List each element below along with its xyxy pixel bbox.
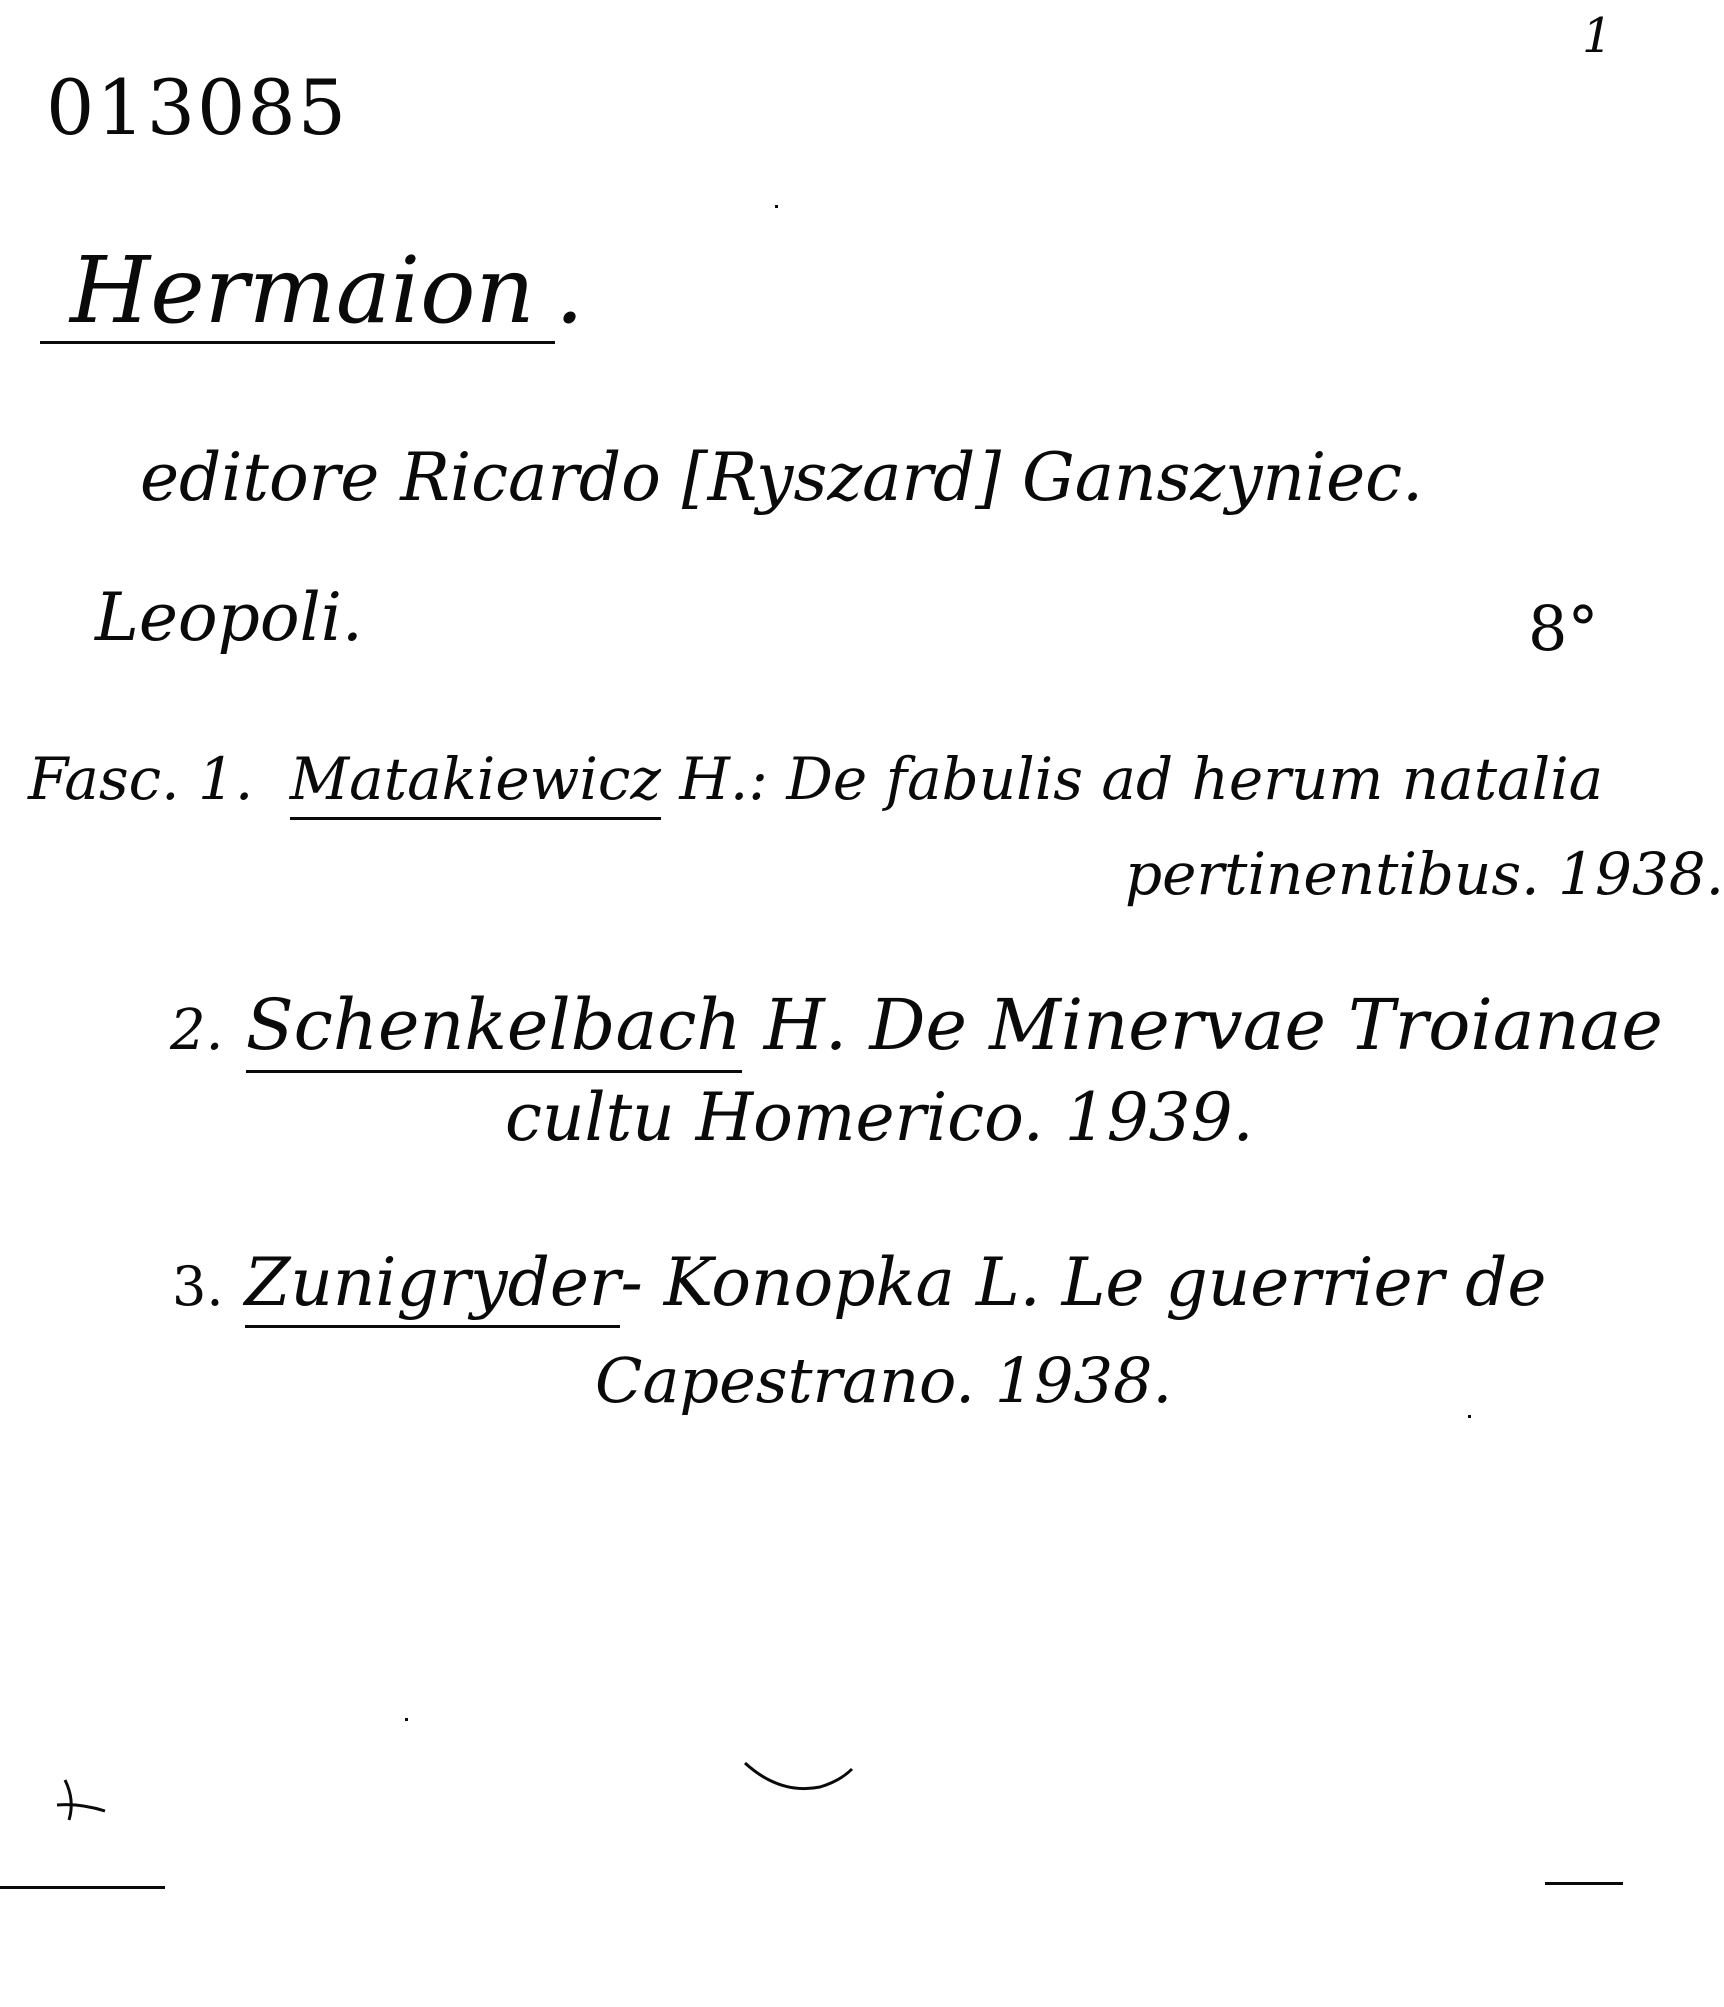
bottom-left-rule (0, 1886, 165, 1889)
speck (1468, 1415, 1471, 1418)
entry-3-author: Zunigryder (245, 1244, 621, 1328)
entry-3-line-1 (172, 1244, 1547, 1321)
cross-mark (55, 1775, 115, 1825)
entry-2-number: 2. (170, 998, 224, 1063)
entry-3-rest: - Konopka L. Le guerrier de (620, 1244, 1547, 1321)
entry-1-author: Matakiewicz (290, 745, 661, 820)
title-period: . (554, 237, 585, 344)
entry-2-line-1 (170, 984, 1663, 1066)
bottom-curve-mark (740, 1755, 860, 1805)
entry-1-line-1 (28, 745, 1604, 813)
editor-line: editore Ricardo [Ryszard] Ganszyniec. (140, 439, 1424, 516)
entry-1-line-2: pertinentibus. 1938. (1125, 840, 1724, 908)
format: 8° (1528, 592, 1599, 665)
title-text: Hermaion (40, 245, 555, 344)
speck (775, 205, 778, 208)
entry-1-rest: H.: De fabulis ad herum natalia (679, 745, 1604, 813)
entry-2-author: Schenkelbach (246, 984, 742, 1073)
speck (405, 1718, 408, 1721)
accession-number: 013085 (46, 63, 349, 152)
page-number: 1 (1582, 8, 1613, 64)
place: Leopoli. (95, 579, 363, 656)
entry-3-line-2: Capestrano. 1938. (595, 1344, 1173, 1417)
entry-2-rest: H. De Minervae Troianae (763, 984, 1663, 1066)
title (40, 237, 585, 344)
bottom-right-rule (1545, 1882, 1623, 1885)
entry-2-line-2: cultu Homerico. 1939. (505, 1079, 1254, 1156)
entry-3-number: 3. (172, 1255, 224, 1318)
fasc-label: Fasc. 1. (28, 745, 254, 813)
